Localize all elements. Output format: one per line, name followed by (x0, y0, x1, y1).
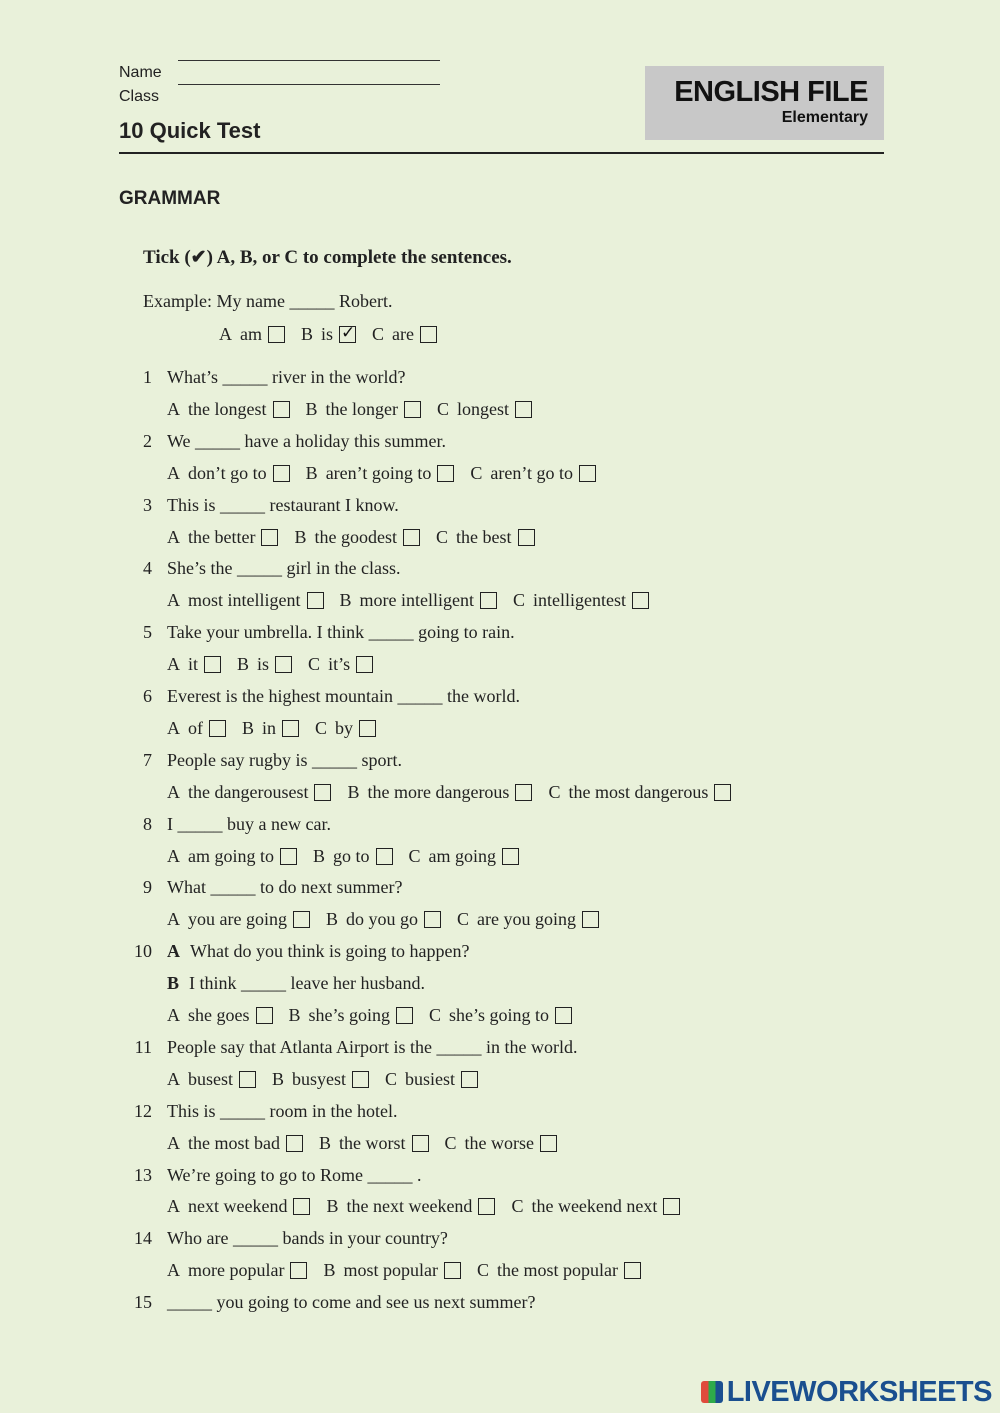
answer-checkbox[interactable] (396, 1007, 413, 1024)
option-letter: C (470, 462, 483, 483)
logo-text: LIVEWORKSHEETS (726, 1376, 992, 1408)
answer-checkbox[interactable] (339, 326, 356, 343)
option-letter: A (167, 654, 180, 675)
option-text: the best (456, 526, 512, 547)
option-text: aren’t going to (325, 462, 432, 483)
option-a (167, 845, 297, 867)
question-text: What’s _____ river in the world? (167, 367, 406, 387)
option-text: the next weekend (346, 1196, 473, 1217)
option-c (477, 1259, 641, 1281)
option-text: most popular (343, 1260, 438, 1281)
answer-checkbox[interactable] (480, 592, 497, 609)
question-number: 4 (143, 558, 152, 579)
option-a (167, 653, 221, 675)
answer-checkbox[interactable] (420, 326, 437, 343)
question-number: 5 (143, 622, 152, 643)
option-letter: C (372, 324, 385, 344)
options-row (167, 589, 665, 611)
option-letter: A (167, 781, 180, 802)
options-row (167, 908, 615, 930)
option-text: you are going (188, 909, 287, 930)
section-heading: GRAMMAR (119, 188, 221, 209)
option-letter: A (167, 1196, 180, 1217)
answer-checkbox[interactable] (307, 592, 324, 609)
option-a (167, 781, 331, 803)
answer-checkbox[interactable] (403, 529, 420, 546)
answer-checkbox[interactable] (356, 656, 373, 673)
question-number: 3 (143, 494, 152, 515)
answer-checkbox[interactable] (352, 1071, 369, 1088)
option-letter: A (167, 909, 180, 930)
option-text: more intelligent (359, 590, 474, 611)
option-letter: A (167, 1068, 180, 1089)
answer-checkbox[interactable] (404, 401, 421, 418)
header-divider (119, 152, 884, 154)
answer-checkbox[interactable] (502, 848, 519, 865)
answer-checkbox[interactable] (412, 1135, 429, 1152)
option-c (436, 526, 535, 548)
option-letter: C (408, 845, 421, 866)
option-b (319, 1132, 429, 1154)
page-title: 10 Quick Test (119, 118, 261, 143)
speaker-a: A (167, 941, 180, 962)
option-c (513, 589, 649, 611)
option-text: more popular (188, 1260, 285, 1281)
options-row (167, 653, 389, 675)
answer-checkbox[interactable] (293, 1198, 310, 1215)
answer-checkbox[interactable] (204, 656, 221, 673)
option-letter: C (429, 1005, 442, 1025)
option-text: intelligentest (533, 590, 626, 611)
option-b (242, 717, 299, 739)
question-number: 8 (143, 813, 152, 834)
question-number: 6 (143, 686, 152, 706)
option-letter: B (319, 1132, 332, 1153)
option-text: the dangerousest (188, 781, 309, 802)
answer-checkbox[interactable] (286, 1135, 303, 1152)
answer-checkbox[interactable] (582, 911, 599, 928)
option-letter: C (476, 1260, 489, 1281)
option-text: next weekend (188, 1196, 288, 1217)
option-c (372, 323, 437, 345)
instructions: Tick (✔) A, B, or C to complete the sentences. (143, 247, 512, 268)
brand-subtitle: Elementary (781, 109, 868, 126)
option-text: the most bad (188, 1132, 280, 1153)
question-number: 9 (143, 877, 152, 898)
option-c (470, 462, 596, 484)
option-text: don’t go to (188, 462, 267, 483)
option-text: the goodest (314, 526, 397, 547)
answer-checkbox[interactable] (714, 784, 731, 801)
option-a (167, 1259, 307, 1281)
option-text: the better (188, 526, 256, 547)
option-text: the worse (464, 1132, 535, 1153)
option-text: am going to (188, 845, 274, 866)
option-b (289, 1004, 414, 1026)
options-row (167, 462, 612, 484)
options-row (219, 323, 453, 345)
option-a (167, 1195, 310, 1217)
option-a (167, 589, 324, 611)
option-text: it (188, 654, 199, 675)
question-text (167, 940, 469, 962)
answer-checkbox[interactable] (268, 326, 285, 343)
option-text: is (321, 324, 334, 344)
options-row (167, 781, 747, 803)
option-c (308, 653, 373, 675)
option-letter: C (308, 654, 321, 675)
option-letter: A (219, 324, 232, 344)
question-text-b (167, 972, 425, 994)
options-row (167, 845, 535, 867)
option-text: she’s going (308, 1005, 391, 1025)
class-label: Class (119, 88, 160, 105)
option-letter: B (313, 845, 326, 866)
question-number: 13 (134, 1164, 152, 1185)
question-number: 15 (134, 1292, 152, 1313)
option-b (272, 1068, 369, 1090)
option-text: by (335, 717, 354, 738)
answer-checkbox[interactable] (579, 465, 596, 482)
answer-checkbox[interactable] (663, 1198, 680, 1215)
option-b (306, 462, 455, 484)
option-letter: A (167, 398, 180, 419)
answer-checkbox[interactable] (273, 401, 290, 418)
option-b (323, 1259, 461, 1281)
answer-checkbox[interactable] (261, 529, 278, 546)
option-b (237, 653, 292, 675)
option-letter: B (347, 781, 360, 802)
answer-checkbox[interactable] (478, 1198, 495, 1215)
option-c (511, 1195, 680, 1217)
option-b (326, 908, 441, 930)
brand-box (645, 66, 884, 140)
option-letter: B (272, 1068, 285, 1089)
option-a (219, 323, 285, 345)
question-text: _____ you going to come and see us next summer? (167, 1292, 536, 1313)
answer-checkbox[interactable] (424, 911, 441, 928)
option-text: are (392, 324, 415, 344)
option-letter: A (167, 845, 180, 866)
speaker-b: B (167, 973, 180, 994)
option-text: in (262, 717, 277, 738)
option-text: am (240, 324, 262, 344)
option-letter: A (167, 1005, 180, 1025)
answer-checkbox[interactable] (282, 720, 299, 737)
option-c (429, 1004, 572, 1026)
options-row (167, 398, 548, 420)
answer-checkbox[interactable] (444, 1262, 461, 1279)
question-number: 11 (134, 1036, 152, 1057)
answer-checkbox[interactable] (280, 848, 297, 865)
speaker-a-text: What do you think is going to happen? (190, 941, 470, 962)
answer-checkbox[interactable] (540, 1135, 557, 1152)
option-letter: A (167, 462, 180, 483)
option-letter: B (326, 1196, 339, 1217)
example-sentence: Example: My name _____ Robert. (143, 291, 393, 311)
option-text: aren’t go to (490, 462, 574, 483)
option-letter: B (325, 909, 338, 930)
options-row (167, 1068, 494, 1090)
question-text: People say rugby is _____ sport. (167, 749, 402, 770)
question-text: We’re going to go to Rome _____ . (167, 1164, 422, 1185)
option-b (313, 845, 393, 867)
option-letter: C (444, 1132, 457, 1153)
option-letter: A (167, 590, 180, 611)
name-field[interactable] (178, 60, 440, 61)
option-text: the more dangerous (367, 781, 510, 802)
answer-checkbox[interactable] (290, 1262, 307, 1279)
option-a (167, 462, 290, 484)
option-text: it’s (328, 654, 351, 675)
options-row (167, 1195, 696, 1217)
answer-checkbox[interactable] (376, 848, 393, 865)
option-text: busiest (405, 1068, 456, 1089)
option-c (457, 908, 599, 930)
question-text: I _____ buy a new car. (167, 813, 331, 834)
answer-checkbox[interactable] (273, 465, 290, 482)
option-text: the most dangerous (568, 781, 709, 802)
options-row (167, 1004, 588, 1026)
options-row (167, 1132, 573, 1154)
option-text: am going (428, 845, 497, 866)
option-letter: B (339, 590, 352, 611)
option-letter: B (237, 654, 250, 675)
question-number: 2 (143, 430, 152, 451)
option-a (167, 1004, 273, 1026)
answer-checkbox[interactable] (461, 1071, 478, 1088)
option-letter: A (167, 1260, 180, 1281)
option-letter: A (167, 717, 180, 738)
class-field[interactable] (178, 84, 440, 85)
option-b (347, 781, 532, 803)
option-b (301, 323, 356, 345)
answer-checkbox[interactable] (209, 720, 226, 737)
option-letter: B (305, 398, 318, 419)
option-letter: C (457, 909, 470, 930)
answer-checkbox[interactable] (275, 656, 292, 673)
answer-checkbox[interactable] (437, 465, 454, 482)
question-text: This is _____ restaurant I know. (167, 494, 399, 515)
option-text: go to (333, 845, 370, 866)
question-number: 12 (134, 1100, 152, 1121)
option-text: are you going (477, 909, 576, 930)
option-a (167, 398, 290, 420)
option-letter: C (511, 1196, 524, 1217)
answer-checkbox[interactable] (359, 720, 376, 737)
option-text: she goes (188, 1005, 250, 1025)
option-b (294, 526, 420, 548)
option-c (445, 1132, 558, 1154)
answer-checkbox[interactable] (293, 911, 310, 928)
option-a (167, 908, 310, 930)
options-row (167, 526, 551, 548)
option-c (437, 398, 532, 420)
option-text: she’s going to (449, 1005, 550, 1025)
option-b (340, 589, 497, 611)
answer-checkbox[interactable] (624, 1262, 641, 1279)
option-letter: C (385, 1068, 398, 1089)
option-letter: C (548, 781, 561, 802)
answer-checkbox[interactable] (515, 401, 532, 418)
option-text: the most popular (497, 1260, 618, 1281)
question-text: This is _____ room in the hotel. (167, 1100, 398, 1121)
option-c (548, 781, 731, 803)
answer-checkbox[interactable] (256, 1007, 273, 1024)
liveworksheets-logo (701, 1376, 992, 1409)
option-text: the longest (188, 398, 267, 419)
question-number: 1 (143, 367, 152, 387)
option-letter: A (167, 526, 180, 547)
question-text: We _____ have a holiday this summer. (167, 430, 446, 451)
option-a (167, 1132, 303, 1154)
option-a (167, 1068, 256, 1090)
option-text: of (188, 717, 203, 738)
option-letter: C (437, 398, 450, 419)
option-a (167, 526, 278, 548)
option-letter: B (242, 717, 255, 738)
option-text: the weekend next (531, 1196, 658, 1217)
answer-checkbox[interactable] (239, 1071, 256, 1088)
option-text: busest (188, 1068, 233, 1089)
option-letter: B (294, 526, 307, 547)
brand-title: ENGLISH FILE (674, 76, 868, 108)
option-b (306, 398, 422, 420)
option-letter: C (512, 590, 525, 611)
speaker-b-text: I think _____ leave her husband. (189, 973, 425, 994)
option-text: the worst (339, 1132, 406, 1153)
option-c (385, 1068, 478, 1090)
option-letter: B (323, 1260, 336, 1281)
option-b (326, 1195, 495, 1217)
option-a (167, 717, 226, 739)
answer-checkbox[interactable] (518, 529, 535, 546)
options-row (167, 717, 392, 739)
question-text: She’s the _____ girl in the class. (167, 558, 401, 579)
option-text: longest (457, 398, 510, 419)
question-text: What _____ to do next summer? (167, 877, 403, 898)
question-text: People say that Atlanta Airport is the _____ in the world. (167, 1036, 578, 1057)
option-text: do you go (346, 909, 418, 930)
option-letter: C (315, 717, 328, 738)
option-letter: B (305, 462, 318, 483)
option-text: is (257, 654, 270, 675)
question-text: Who are _____ bands in your country? (167, 1228, 448, 1249)
option-letter: B (288, 1005, 301, 1025)
options-row (167, 1259, 657, 1281)
option-text: most intelligent (188, 590, 301, 611)
answer-checkbox[interactable] (314, 784, 331, 801)
option-text: the longer (325, 398, 398, 419)
answer-checkbox[interactable] (555, 1007, 572, 1024)
option-letter: A (167, 1132, 180, 1153)
option-c (409, 845, 520, 867)
option-c (315, 717, 376, 739)
answer-checkbox[interactable] (515, 784, 532, 801)
question-number: 10 (134, 941, 152, 962)
option-text: busyest (292, 1068, 347, 1089)
liveworksheets-icon (701, 1381, 723, 1403)
question-number: 7 (143, 749, 152, 770)
option-letter: C (435, 526, 448, 547)
question-text: Take your umbrella. I think _____ going to rain. (167, 622, 515, 643)
question-number: 14 (134, 1228, 152, 1249)
option-letter: B (301, 324, 314, 344)
answer-checkbox[interactable] (632, 592, 649, 609)
question-text: Everest is the highest mountain _____ the world. (167, 686, 520, 706)
name-label: Name (119, 64, 162, 81)
